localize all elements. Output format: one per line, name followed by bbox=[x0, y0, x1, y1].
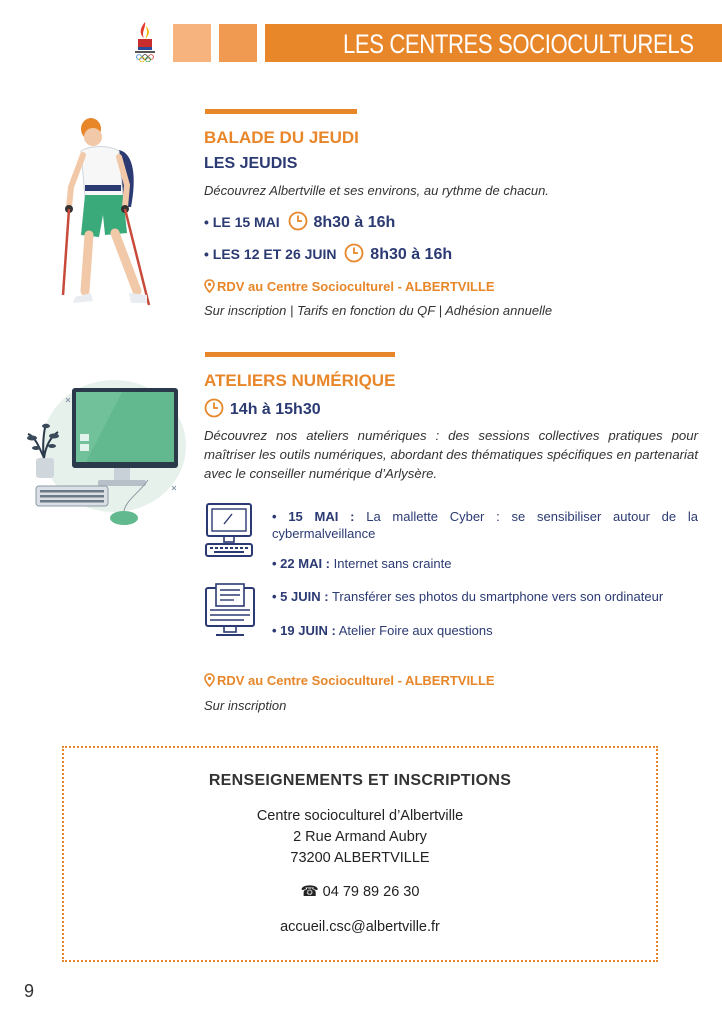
monitor-icon bbox=[204, 502, 254, 558]
contact-city: 73200 ALBERTVILLE bbox=[290, 850, 430, 866]
balade-date-2 bbox=[204, 243, 452, 264]
albertville-logo-icon bbox=[132, 20, 158, 62]
balade-title: BALADE DU JEUDI bbox=[204, 128, 359, 147]
session-item bbox=[272, 508, 698, 542]
balade-rule bbox=[205, 109, 357, 114]
balade-subtitle: LES JEUDIS bbox=[204, 155, 298, 172]
session-date: 5 JUIN : bbox=[280, 589, 329, 604]
bullet: • bbox=[272, 509, 289, 524]
phone-number: 04 79 89 26 30 bbox=[322, 884, 420, 900]
location-pin-icon bbox=[204, 673, 215, 687]
date-time: 8h30 à 16h bbox=[370, 246, 453, 263]
session-date: 15 MAI : bbox=[288, 509, 355, 524]
balade-description: Découvrez Albertville et ses environs, au rythme de chacun. bbox=[204, 183, 549, 198]
ateliers-time bbox=[204, 398, 321, 419]
session-topic: Internet sans crainte bbox=[333, 556, 452, 571]
bullet: • bbox=[272, 556, 281, 571]
header-square-mid bbox=[219, 24, 257, 62]
header-square-light bbox=[173, 24, 211, 62]
ateliers-rdv bbox=[204, 673, 495, 688]
session-topic: Transférer ses photos du smartphone vers son ordinateur bbox=[331, 589, 664, 604]
contact-street: 2 Rue Armand Aubry bbox=[293, 829, 427, 845]
contact-phone bbox=[64, 882, 656, 903]
rdv-text: RDV au Centre Socioculturel - ALBERTVILLE bbox=[217, 673, 495, 688]
date-time: 8h30 à 16h bbox=[313, 214, 396, 231]
date-label: LE 15 MAI bbox=[212, 214, 280, 230]
contact-title: RENSEIGNEMENTS ET INSCRIPTIONS bbox=[208, 772, 512, 789]
session-topic: Atelier Foire aux questions bbox=[338, 623, 493, 638]
photo-transfer-icon bbox=[204, 582, 256, 638]
balade-date-1 bbox=[204, 211, 395, 232]
session-date: 22 MAI : bbox=[280, 556, 331, 571]
rdv-text: RDV au Centre Socioculturel - ALBERTVILLE bbox=[217, 279, 495, 294]
contact-name: Centre socioculturel d’Albertville bbox=[256, 808, 464, 824]
phone-icon: ☎ bbox=[300, 884, 319, 900]
clock-icon bbox=[344, 243, 364, 263]
session-item bbox=[272, 588, 663, 605]
session-date: 19 JUIN : bbox=[280, 623, 336, 638]
bullet: • bbox=[204, 246, 209, 262]
session-item bbox=[272, 555, 451, 572]
time-text: 14h à 15h30 bbox=[229, 401, 321, 418]
ateliers-rule bbox=[205, 352, 395, 357]
clock-icon bbox=[288, 211, 308, 231]
balade-rdv bbox=[204, 279, 495, 294]
ateliers-description: Découvrez nos ateliers numériques : des sessions collectives pratiques pour maîtriser les outils numériques, abordant des thématiques spécifiques en partenariat avec le conseiller numérique d’Arlysère. bbox=[204, 428, 698, 481]
computer-illustration bbox=[22, 374, 188, 534]
clock-icon bbox=[204, 398, 224, 418]
session-topic: La mallette Cyber : se sensibiliser autour de la cybermalveillance bbox=[272, 509, 698, 541]
date-label: LES 12 ET 26 JUIN bbox=[212, 246, 337, 262]
bullet: • bbox=[272, 589, 281, 604]
ateliers-title: ATELIERS NUMÉRIQUE bbox=[204, 371, 396, 390]
contact-email[interactable]: accueil.csc@albertville.fr bbox=[280, 919, 440, 935]
bullet: • bbox=[204, 214, 209, 230]
header-banner bbox=[265, 24, 722, 62]
location-pin-icon bbox=[204, 279, 215, 293]
hiker-illustration bbox=[55, 115, 155, 315]
page-title: LES CENTRES SOCIOCULTURELS bbox=[343, 29, 694, 59]
session-item bbox=[272, 622, 493, 639]
bullet: • bbox=[272, 623, 281, 638]
contact-box bbox=[62, 746, 658, 962]
page-number: 9 bbox=[24, 981, 35, 1001]
ateliers-info: Sur inscription bbox=[204, 698, 287, 713]
balade-info: Sur inscription | Tarifs en fonction du QF | Adhésion annuelle bbox=[204, 303, 553, 318]
